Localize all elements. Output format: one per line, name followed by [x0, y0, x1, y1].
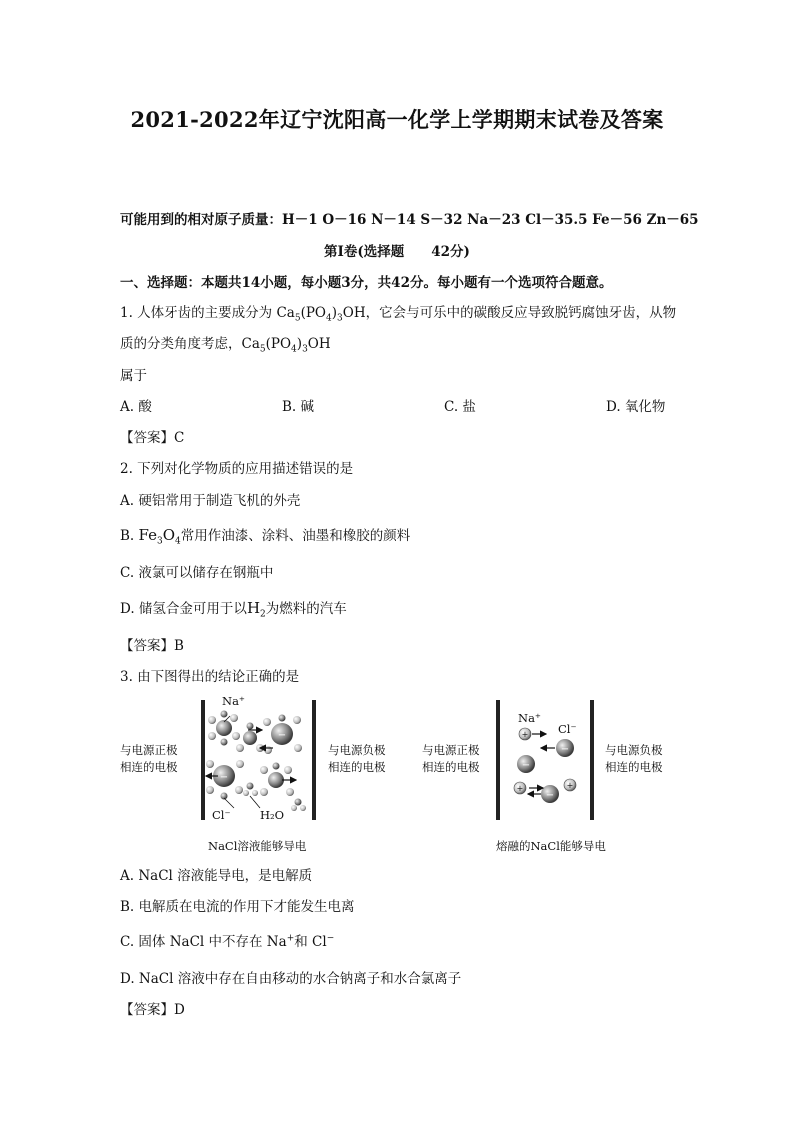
q1-stem-line1: 1. 人体牙齿的主要成分为 $Ca_5(PO_4)_3OH$，它会与可乐中的碳酸反应导致脱钙腐蚀牙齿，从物 — [120, 305, 677, 324]
q1-answer: 【答案】C — [120, 430, 185, 446]
sodium-ion-3 — [514, 782, 526, 794]
q2-answer: 【答案】B — [120, 638, 184, 654]
q3-option-d: D. NaCl 溶液中存在自由移动的水合钠离子和水合氯离子 — [120, 971, 462, 987]
q2-option-b: B. $Fe_3O_4$常用作油漆、涂料、油墨和橡胶的颜料 — [120, 526, 411, 547]
svg-text:+: + — [566, 781, 574, 790]
solution-diagram — [201, 700, 316, 820]
solution-right-label-1: 与电源负极 — [328, 743, 386, 757]
hydrated-sodium-cluster-2 — [236, 723, 264, 753]
svg-text:−: − — [277, 730, 287, 741]
sodium-ion-2 — [564, 779, 576, 791]
solution-cl-label: Cl⁻ — [212, 808, 231, 822]
cl-label-leader — [224, 798, 234, 808]
sodium-ion-1 — [519, 728, 531, 740]
svg-text:−: − — [560, 744, 570, 755]
molten-left-label-1: 与电源正极 — [422, 743, 480, 757]
q1-stem-line3: 属于 — [120, 368, 147, 384]
left-electrode-molten — [496, 700, 500, 820]
svg-text:+: + — [521, 730, 529, 739]
q3-option-c: C. 固体 NaCl 中不存在 Na+和 Cl− — [120, 933, 335, 950]
hydrated-sodium-cluster-1 — [208, 711, 240, 746]
solution-caption: NaCl溶液能够导电 — [208, 839, 307, 853]
q1-stem-line2: 质的分类角度考虑，$Ca_5(PO_4)_3OH$ — [120, 336, 331, 355]
svg-text:−: − — [521, 760, 531, 771]
hydrated-sodium-cluster-3 — [260, 763, 294, 797]
q2-option-a: A. 硬铝常用于制造飞机的外壳 — [120, 493, 301, 509]
solution-water-label: H₂O — [260, 808, 285, 822]
q2-stem: 2. 下列对化学物质的应用描述错误的是 — [120, 461, 354, 477]
electrolysis-diagram — [100, 690, 700, 860]
water-label-leader — [250, 796, 260, 808]
svg-text:−: − — [545, 790, 555, 801]
right-electrode-molten — [590, 700, 594, 820]
q2-option-c: C. 液氯可以储存在钢瓶中 — [120, 565, 274, 581]
section-header: 第Ⅰ卷(选择题 42分) — [324, 244, 470, 260]
svg-text:−: − — [219, 772, 229, 783]
molten-diagram — [496, 700, 594, 820]
q1-option-d: D. 氧化物 — [606, 399, 666, 415]
solution-right-label-2: 相连的电极 — [328, 760, 386, 774]
svg-text:+: + — [516, 784, 524, 793]
chloride-ion-1 — [556, 739, 574, 757]
right-electrode-solution — [312, 700, 316, 820]
solution-na-label: Na⁺ — [222, 694, 245, 708]
chloride-ion-2 — [517, 755, 535, 773]
atomic-mass-line: 可能用到的相对原子质量：H－1 O－16 N－14 S－32 Na－23 Cl－35.5 Fe－56 Zn－65 — [120, 212, 699, 228]
hydrated-chloride-cluster-2 — [206, 760, 244, 800]
molten-na-label: Na⁺ — [518, 711, 541, 725]
solution-left-label-1: 与电源正极 — [120, 743, 178, 757]
molten-right-label-1: 与电源负极 — [605, 743, 663, 757]
chloride-ion-3 — [541, 785, 559, 803]
q3-stem: 3. 由下图得出的结论正确的是 — [120, 669, 300, 685]
molten-cl-label: Cl⁻ — [558, 722, 577, 736]
q3-option-b: B. 电解质在电流的作用下才能发生电离 — [120, 899, 355, 915]
left-electrode-solution — [201, 700, 205, 820]
molten-right-label-2: 相连的电极 — [605, 760, 663, 774]
solution-left-label-2: 相连的电极 — [120, 760, 178, 774]
q3-answer: 【答案】D — [120, 1002, 185, 1018]
section-intro: 一、选择题：本题共14小题，每小题3分，共42分。每小题有一个选项符合题意。 — [120, 275, 613, 291]
molten-left-label-2: 相连的电极 — [422, 760, 480, 774]
q1-option-c: C. 盐 — [444, 399, 476, 415]
document-title: 2021-2022年辽宁沈阳高一化学上学期期末试卷及答案 — [130, 107, 664, 132]
q3-option-a: A. NaCl 溶液能导电，是电解质 — [120, 868, 313, 884]
q2-option-d: D. 储氢合金可用于以$H_2$为燃料的汽车 — [120, 599, 347, 620]
q1-option-b: B. 碱 — [282, 399, 315, 415]
molten-caption: 熔融的NaCl能够导电 — [496, 839, 606, 853]
q1-option-a: A. 酸 — [120, 399, 152, 415]
